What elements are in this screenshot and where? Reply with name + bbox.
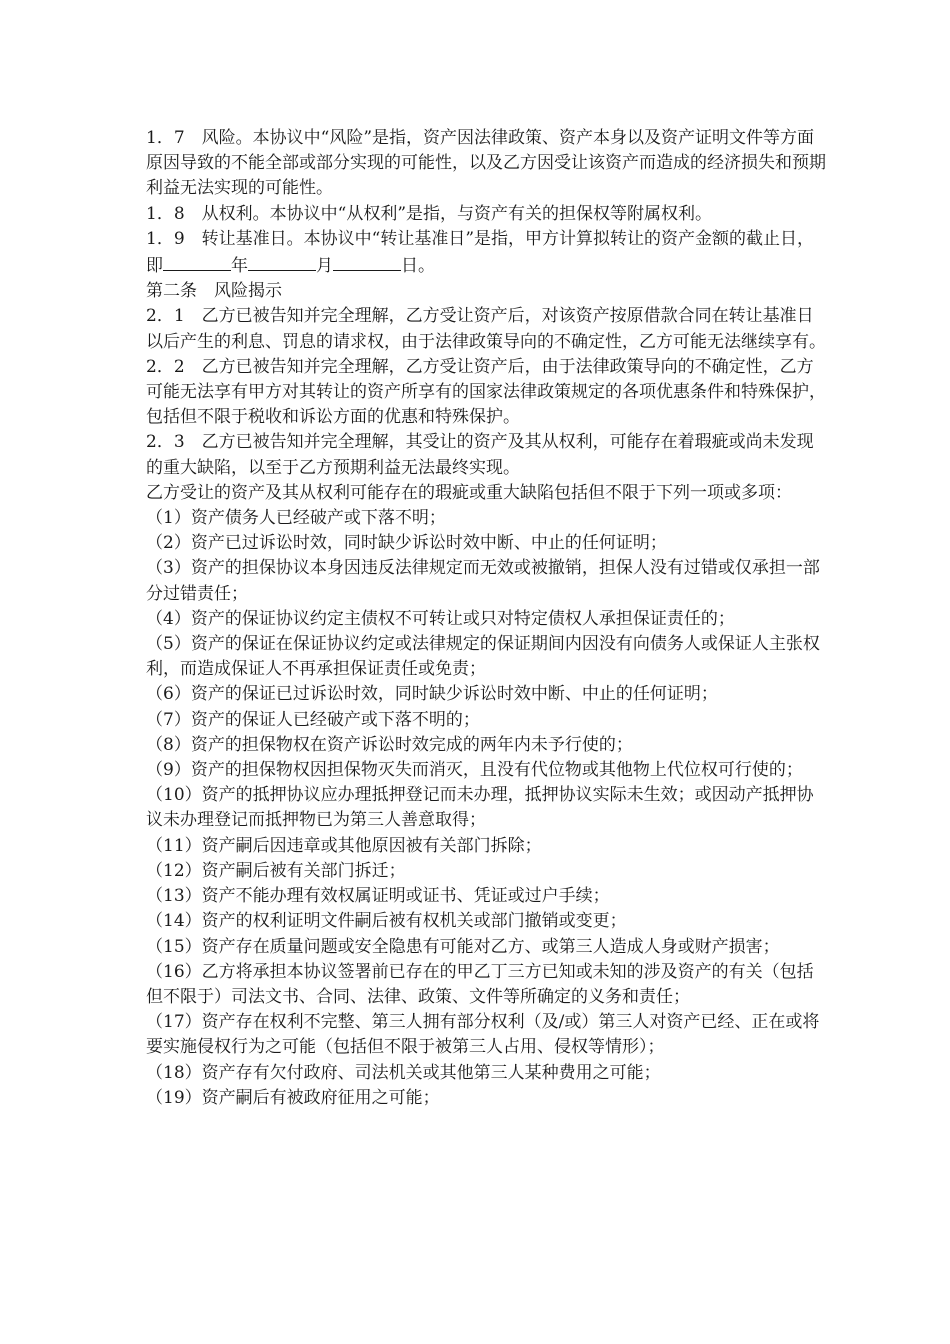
year-blank[interactable]	[163, 252, 231, 271]
list-item: （4）资产的保证协议约定主债权不可转让或只对特定债权人承担保证责任的；	[146, 608, 735, 629]
list-item: （1）资产债务人已经破产或下落不明；	[146, 508, 446, 529]
list-item: （13）资产不能办理有效权属证明或证书、凭证或过户手续；	[146, 886, 610, 907]
defects-intro: 乙方受让的资产及其从权利可能存在的瑕疵或重大缺陷包括但不限于下列一项或多项：	[146, 482, 792, 503]
list-item: （8）资产的担保物权在资产诉讼时效完成的两年内未予行使的；	[146, 734, 633, 755]
list-item: （12）资产嗣后被有关部门拆迁；	[146, 860, 406, 881]
list-item: （16）乙方将承担本协议签署前已存在的甲乙丁三方已知或未知的涉及资产的有关（包括但不限于）司法文书、合同、法律、政策、文件等所确定的义务和责任；	[146, 961, 814, 1007]
list-item: （3）资产的担保协议本身因违反法律规定而无效或被撤销，担保人没有过错或仅承担一部分过错责任；	[146, 558, 820, 604]
month-label: 月	[316, 256, 333, 277]
list-item: （7）资产的保证人已经破产或下落不明的；	[146, 709, 480, 730]
list-item: （14）资产的权利证明文件嗣后被有权机关或部门撤销或变更；	[146, 911, 627, 932]
document-page	[146, 126, 826, 1111]
clause-2-3: 2．3 乙方已被告知并完全理解，其受让的资产及其从权利，可能存在着瑕疵或尚未发现的重大缺陷，以至于乙方预期利益无法最终实现。	[146, 432, 814, 478]
clause-1-9-text: 1．9 转让基准日。本协议中“转让基准日”是指，甲方计算拟转让的资产金额的截止日，即	[146, 228, 815, 277]
day-blank[interactable]	[333, 252, 401, 271]
clause-1-7: 1．7 风险。本协议中“风险”是指，资产因法律政策、资产本身以及资产证明文件等方面原因导致的不能全部或部分实现的可能性，以及乙方因受让该资产而造成的经济损失和预期利益无法实现的可能性。	[146, 128, 826, 199]
year-label: 年	[231, 256, 248, 277]
article-2-heading: 第二条 风险揭示	[146, 281, 282, 302]
list-item: （2）资产已过诉讼时效，同时缺少诉讼时效中断、中止的任何证明；	[146, 533, 667, 554]
list-item: （5）资产的保证在保证协议约定或法律规定的保证期间内因没有向债务人或保证人主张权利，而造成保证人不再承担保证责任或免责；	[146, 634, 820, 680]
list-item: （11）资产嗣后因违章或其他原因被有关部门拆除；	[146, 835, 542, 856]
list-item: （17）资产存在权利不完整、第三人拥有部分权利（及/或）第三人对资产已经、正在或将要实施侵权行为之可能（包括但不限于被第三人占用、侵权等情形）；	[146, 1012, 820, 1058]
clause-2-1: 2．1 乙方已被告知并完全理解，乙方受让资产后，对该资产按原借款合同在转让基准日以后产生的利息、罚息的请求权，由于法律政策导向的不确定性，乙方可能无法继续享有。	[146, 306, 826, 352]
list-item: （19）资产嗣后有被政府征用之可能；	[146, 1087, 440, 1108]
list-item: （9）资产的担保物权因担保物灭失而消灭，且没有代位物或其他物上代位权可行使的；	[146, 760, 803, 781]
clause-1-8: 1．8 从权利。本协议中“从权利”是指，与资产有关的担保权等附属权利。	[146, 203, 713, 224]
clause-1-9	[146, 227, 826, 279]
list-item: （15）资产存在质量问题或安全隐患有可能对乙方、或第三人造成人身或财产损害；	[146, 936, 780, 957]
list-item: （10）资产的抵押协议应办理抵押登记而未办理，抵押协议实际未生效；或因动产抵押协议未办理登记而抵押物已为第三人善意取得；	[146, 785, 814, 831]
month-blank[interactable]	[248, 252, 316, 271]
list-item: （6）资产的保证已过诉讼时效，同时缺少诉讼时效中断、中止的任何证明；	[146, 684, 718, 705]
clause-2-2: 2．2 乙方已被告知并完全理解，乙方受让资产后，由于法律政策导向的不确定性，乙方可能无法享有甲方对其转让的资产所享有的国家法律政策规定的各项优惠条件和特殊保护，包括但不限于税收和诉讼方面的优惠和特殊保护。	[146, 356, 826, 428]
day-label: 日。	[401, 256, 435, 277]
list-item: （18）资产存有欠付政府、司法机关或其他第三人某种费用之可能；	[146, 1062, 661, 1083]
